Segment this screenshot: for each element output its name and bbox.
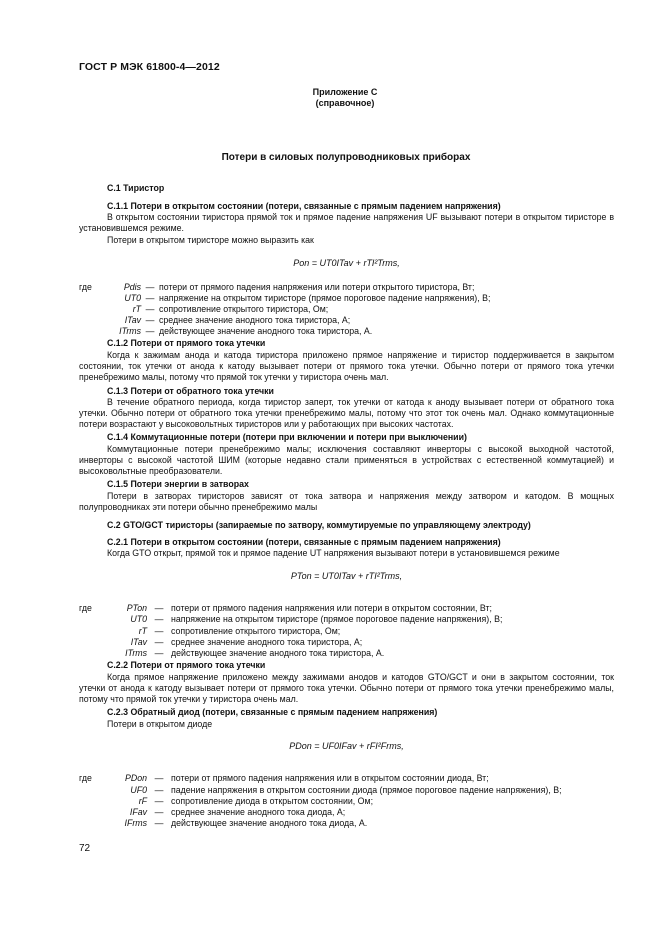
where2-row-1: где PTon — потери от прямого падения напряжения или потери в открытом состоянии, Вт; [79,603,492,613]
section-c21-paragraph: Когда GTO открыт, прямой ток и прямое падение UT напряжения вызывают потери в установившемся режиме [107,548,560,558]
definition: действующее значение анодного тока тиристора, А. [171,648,385,658]
section-c11-paragraph-1 [79,212,614,234]
symbol: IFav [129,807,147,817]
annex-note: (справочное) [315,98,375,108]
definition: потери от прямого падения напряжения или потери открытого тиристора, Вт; [159,282,475,292]
section-c15-paragraph: Потери в затворах тиристоров зависят от тока затвора и напряжения между затвором и катодом. В мощных полупроводниках эти потери обычно пренебрежимо малы [79,491,614,512]
formula-pon: Pon = UT0ITav + rTI²Trms, [293,258,400,268]
symbol: PTon [126,603,147,613]
definition: напряжение на открытом тиристоре (прямое пороговое падение напряжения), В; [159,293,491,303]
where2-row-5: ITrms — действующее значение анодного тока тиристора, А. [79,648,619,659]
where-row-4: ITav — среднее значение анодного тока тиристора, А; [79,315,619,326]
symbol: ITrms [125,648,147,658]
where2-row-4: ITav — среднее значение анодного тока тиристора, А; [79,637,619,648]
symbol: UT0 [124,293,141,303]
where2-row-2: UT0 — напряжение на открытом тиристоре (прямое пороговое падение напряжения), В; [79,614,619,625]
symbol: UF0 [130,785,147,795]
section-c15-heading: С.1.5 Потери энергии в затворах [107,479,249,489]
definition: сопротивление открытого тиристора, Ом; [159,304,329,314]
section-c11-paragraph-2: Потери в открытом тиристоре можно выразить как [107,235,314,245]
symbol: PDon [124,773,147,783]
section-c22-heading: С.2.2 Потери от прямого тока утечки [107,660,266,670]
definition: потери от прямого падения напряжения или в открытом состоянии диода, Вт; [171,773,489,783]
definition: сопротивление диода в открытом состоянии, Ом; [171,796,374,806]
formula-pdon: PDon = UF0IFav + rFI²Frms, [289,741,404,751]
where-row-1: где Pdis — потери от прямого падения напряжения или потери открытого тиристора, Вт; [79,282,475,292]
symbol: rT [138,626,147,636]
definition: среднее значение анодного тока тиристора, А; [171,637,363,647]
symbol: IFrms [124,818,147,828]
symbol: UT0 [130,614,147,624]
section-c14-paragraph: Коммутационные потери пренебрежимо малы; исключения составляют инверторы с высокой выходной частотой, инверторы с высокой частотой ШИМ (которые недавно стали применяться в устройствах с естественной коммутацией) и высоковольтные преобразователи. [79,444,614,476]
section-c13-paragraph: В течение обратного периода, когда тиристор заперт, ток утечки от катода к аноду вызывает потери от обратного тока утечки. Обычно потери от обратного тока утечки пренебрежимо малы, потому что этот ток очень мал. Однако коммутационные потери возрастают у высоковольтных тиристоров или у работающих при высоких частотах. [79,397,614,429]
standard-header: ГОСТ Р МЭК 61800-4—2012 [79,61,220,73]
section-c23-heading: С.2.3 Обратный диод (потери, связанные с прямым падением напряжения) [107,707,438,717]
definition: сопротивление открытого тиристора, Ом; [171,626,341,636]
section-c13-heading: С.1.3 Потери от обратного тока утечки [107,386,274,396]
formula-pton: PTon = UT0ITav + rTI²Trms, [290,571,403,581]
symbol: ITrms [119,326,141,336]
where-row-5: ITrms — действующее значение анодного тока тиристора, А. [79,326,619,337]
annex-title: Приложение С [312,87,378,97]
section-c11-heading: С.1.1 Потери в открытом состоянии (потери, связанные с прямым падением напряжения) [107,201,501,211]
document-title: Потери в силовых полупроводниковых приборах [221,152,471,163]
where3-row-3: rF — сопротивление диода в открытом состоянии, Ом; [79,796,619,807]
section-c23-paragraph: Потери в открытом диоде [107,719,213,729]
section-c21-heading: С.2.1 Потери в открытом состоянии (потери, связанные с прямым падением напряжения) [107,537,501,547]
section-c14-heading: С.1.4 Коммутационные потери (потери при включении и потери при выключении) [107,432,467,442]
section-c22-paragraph: Когда прямое напряжение приложено между зажимами анодов и катодов GTO/GCT и они в закрытом состоянии, ток утечки от анода к катоду вызывает потери от прямого тока утечки. Обычно потери от прямого тока утечки пренебрежимо малы, потому что прямой ток утечки у тиристора очень мал. [79,672,614,704]
symbol: ITav [130,637,147,647]
where3-row-2: UF0 — падение напряжения в открытом состоянии диода (прямое пороговое падение напряжения), В; [79,785,619,796]
definition: среднее значение анодного тока диода, А; [171,807,346,817]
section-c12-heading: С.1.2 Потери от прямого тока утечки [107,338,266,348]
definition: напряжение на открытом тиристоре (прямое пороговое падение напряжения), В; [171,614,503,624]
definition: среднее значение анодного тока тиристора, А; [159,315,351,325]
definition: потери от прямого падения напряжения или потери в открытом состоянии, Вт; [171,603,492,613]
where-row-2: UT0 — напряжение на открытом тиристоре (прямое пороговое падение напряжения), В; [79,293,619,304]
section-c11-paragraph-1-text: В открытом состоянии тиристора прямой ток и прямое падение напряжения UF вызывают потери в открытом тиристоре в установившемся режиме. [79,212,614,233]
symbol: rF [138,796,147,806]
definition: действующее значение анодного тока тиристора, А. [159,326,373,336]
where2-row-3: rT — сопротивление открытого тиристора, Ом; [79,626,619,637]
section-c2-heading: С.2 GTO/GCT тиристоры (запираемые по затвору, коммутируемые по управляющему электроду) [107,520,531,530]
page-number: 72 [79,843,91,854]
where3-row-1: где PDon — потери от прямого падения напряжения или в открытом состоянии диода, Вт; [79,773,489,783]
where3-row-5: IFrms — действующее значение анодного тока диода, А. [79,818,619,829]
where-row-3: rT — сопротивление открытого тиристора, Ом; [79,304,619,315]
section-c12-paragraph: Когда к зажимам анода и катода тиристора приложено прямое напряжение и тиристор поддерживается в закрытом состоянии, ток утечки от анода к катоду вызывает потери от прямого тока утечки. Обычно потери от прямого тока утечки пренебрежимо малы, потому что прямой ток утечки у тиристора очень мал. [79,350,614,382]
where3-row-4: IFav — среднее значение анодного тока диода, А; [79,807,619,818]
definition: действующее значение анодного тока диода, А. [171,818,368,828]
symbol: rT [132,304,141,314]
definition: падение напряжения в открытом состоянии диода (прямое пороговое падение напряжения), В; [171,785,562,795]
section-c1-heading: С.1 Тиристор [107,183,165,193]
symbol: ITav [124,315,141,325]
symbol: Pdis [123,282,141,292]
